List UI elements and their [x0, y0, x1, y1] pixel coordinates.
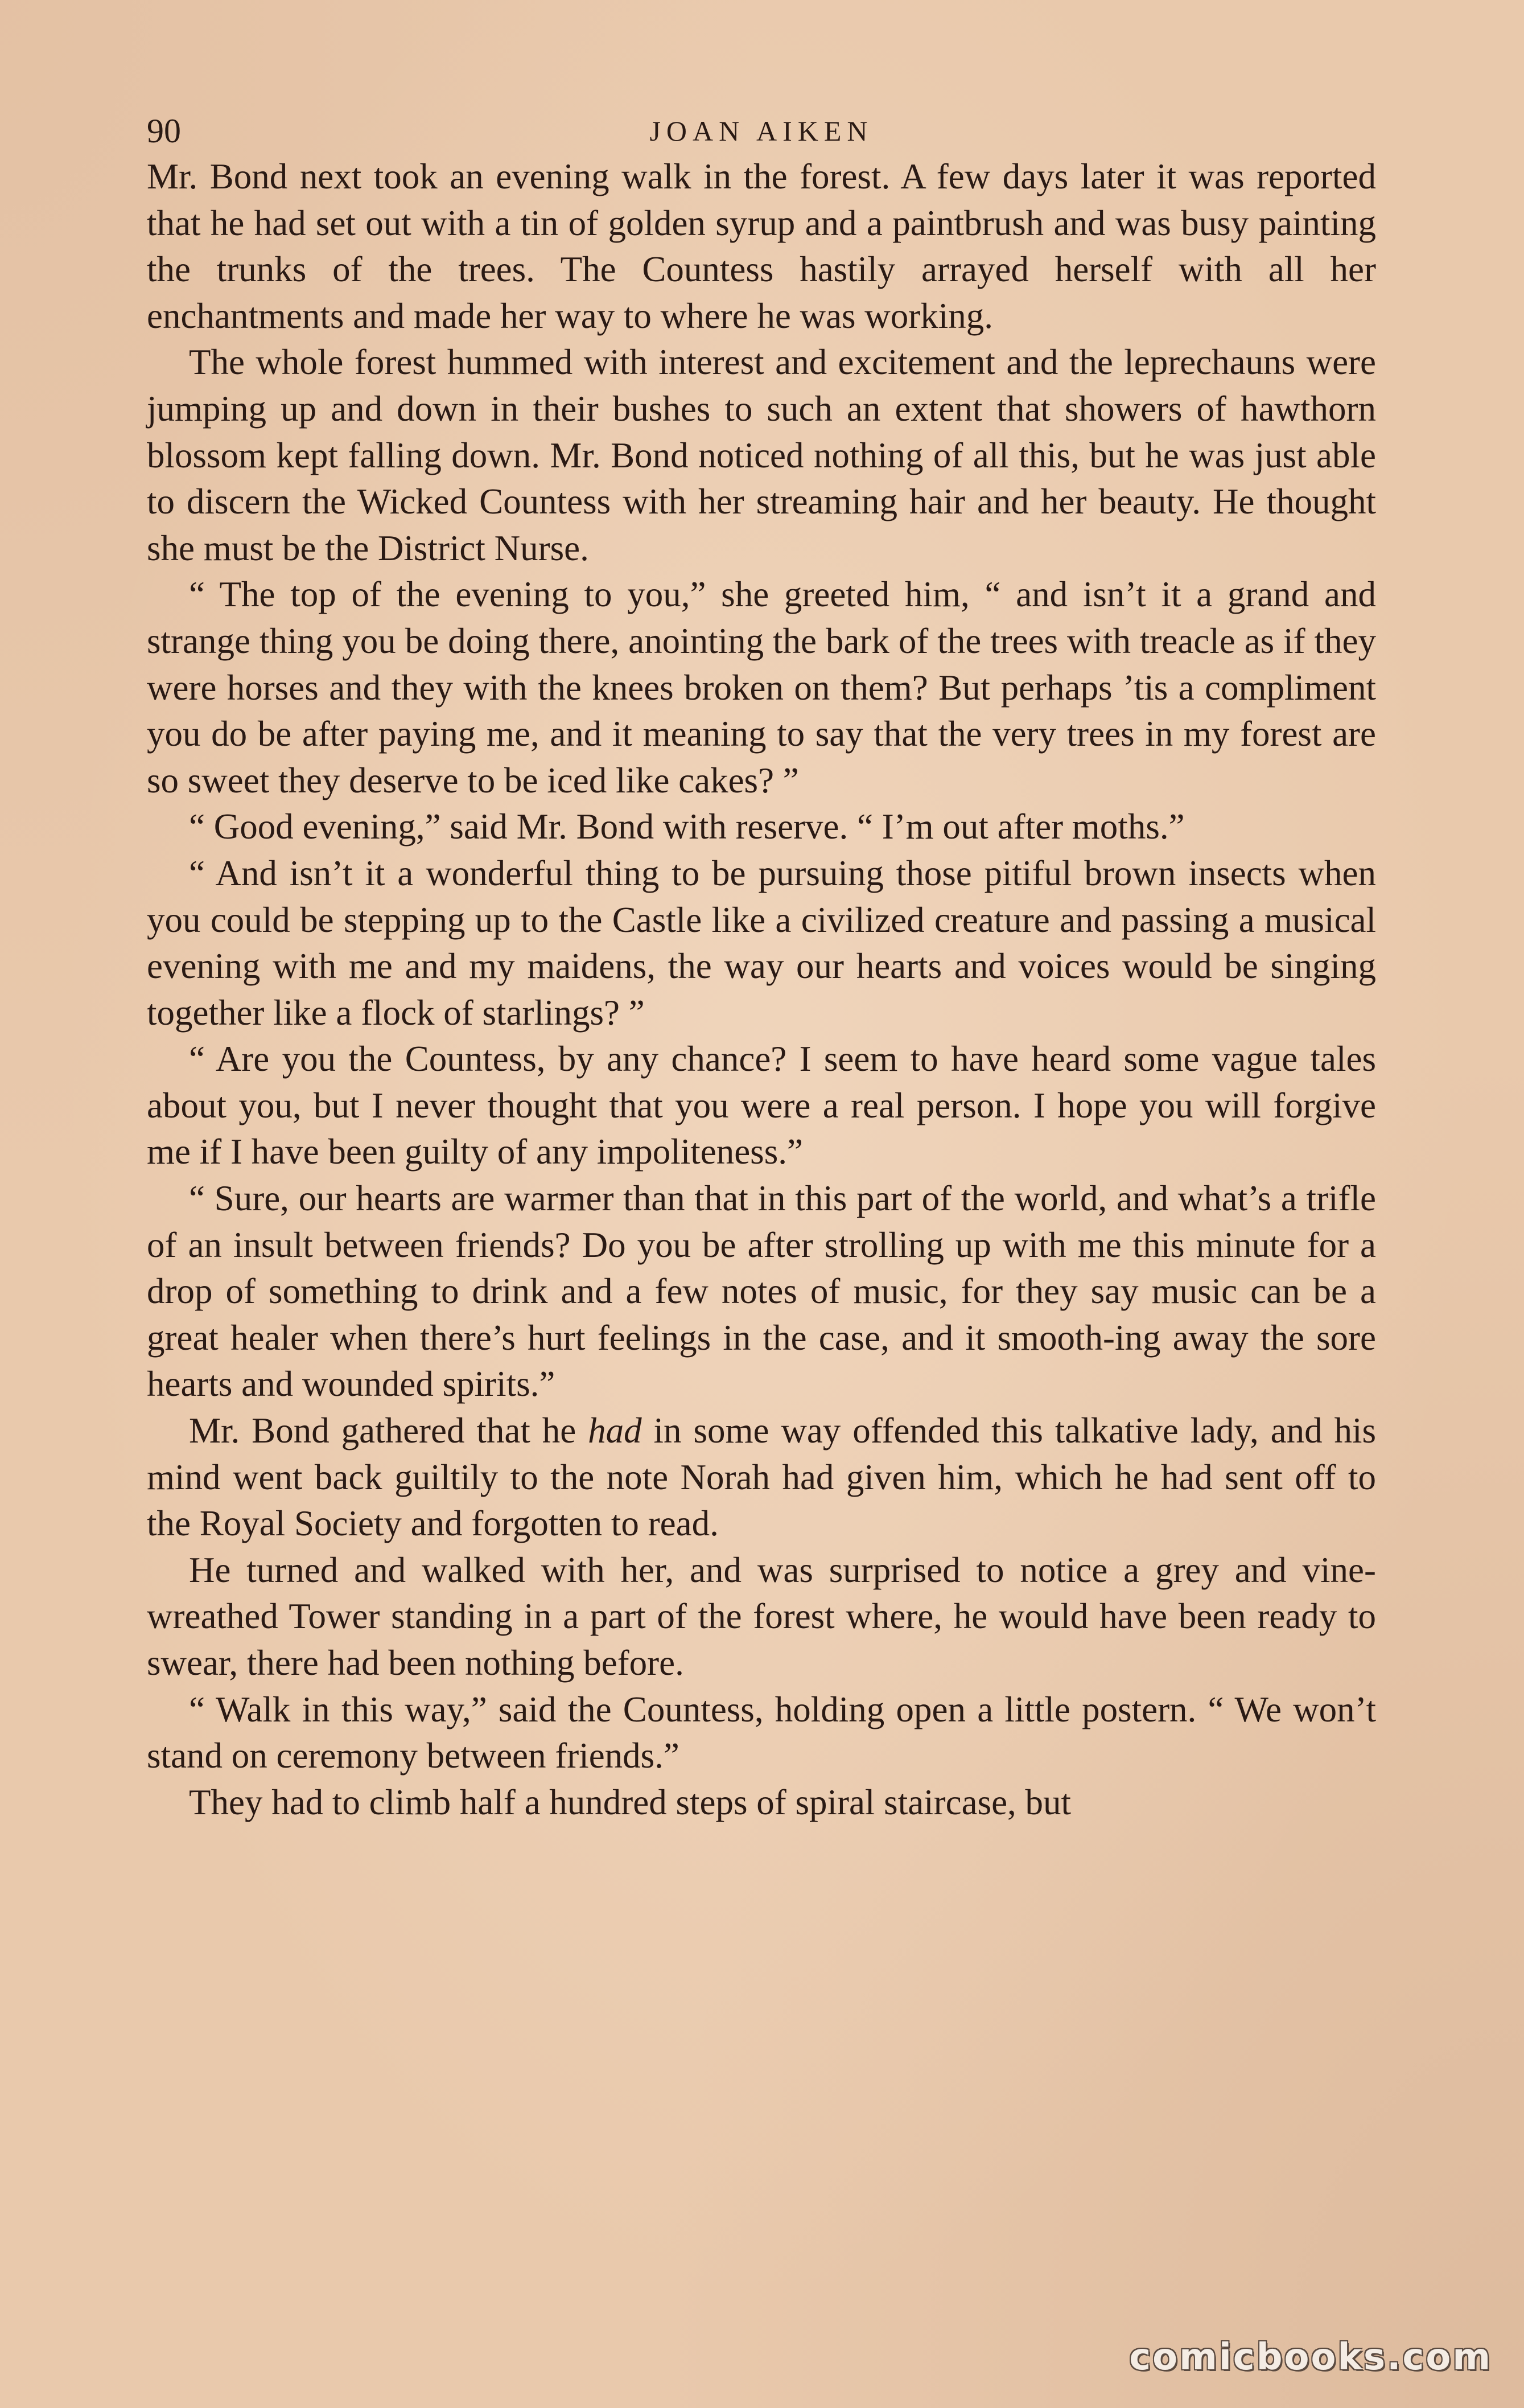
- page-number: 90: [147, 112, 181, 150]
- paragraph: “ The top of the evening to you,” she greeted him, “ and isn’t it a grand and strange thing you be doing there, anointing the bark of the trees with treacle as if they were horses and they with the knees broken on them? But perhaps ’tis a compliment you do be after paying me, and it meaning to say that the very trees in my forest are so sweet they deserve to be iced like cakes? ”: [147, 574, 1376, 800]
- page-header: [147, 108, 1376, 154]
- paragraph: “ And isn’t it a wonderful thing to be pursuing those pitiful brown insects when you could be stepping up to the Castle like a civilized creature and passing a musical evening with me and my maidens, the way our hearts and voices would be singing together like a flock of starlings? ”: [147, 853, 1376, 1033]
- running-head: JOAN AIKEN: [649, 115, 874, 147]
- paragraph: “ Good evening,” said Mr. Bond with reserve. “ I’m out after moths.”: [189, 807, 1185, 847]
- paragraph: “ Sure, our hearts are warmer than that in this part of the world, and what’s a trifle of an insult between friends? Do you be after strolling up with me this minute for a drop of something to drink and a few notes of music, for they say music can be a great healer when there’s hurt feelings in the case, and it smooth-ing away the sore hearts and wounded spirits.”: [147, 1178, 1376, 1404]
- paragraph: “ Are you the Countess, by any chance? I seem to have heard some vague tales about you, but I never thought that you were a real person. I hope you will forgive me if I have been guilty of any impoliteness.”: [147, 1039, 1376, 1172]
- paragraph: They had to climb half a hundred steps of spiral staircase, but: [189, 1782, 1072, 1822]
- book-page: [147, 108, 1376, 1826]
- paragraph: Mr. Bond gathered that he had in some way offended this talkative lady, and his mind went back guiltily to the note Norah had given him, which he had sent off to the Royal Society and forgotten to read.: [147, 1411, 1376, 1544]
- emphasis: had: [588, 1411, 642, 1451]
- paragraph: Mr. Bond next took an evening walk in the forest. A few days later it was reported that he had set out with a tin of golden syrup and a paintbrush and was busy painting the trunks of the trees. The Countess hastily arrayed herself with all her enchantments and made her way to where he was working.: [147, 157, 1376, 336]
- page-body: [147, 154, 1376, 1826]
- paragraph: He turned and walked with her, and was surprised to notice a grey and vine-wreathed Tower standing in a part of the forest where, he would have been ready to swear, there had been nothing before.: [147, 1550, 1376, 1683]
- watermark: comicbooks.com: [1129, 2336, 1492, 2378]
- paragraph: “ Walk in this way,” said the Countess, holding open a little postern. “ We won’t stand on ceremony between friends.”: [147, 1689, 1376, 1776]
- paragraph: The whole forest hummed with interest and excitement and the leprechauns were jumping up and down in their bushes to such an extent that showers of hawthorn blossom kept falling down. Mr. Bond noticed nothing of all this, but he was just able to discern the Wicked Countess with her streaming hair and her beauty. He thought she must be the District Nurse.: [147, 342, 1376, 568]
